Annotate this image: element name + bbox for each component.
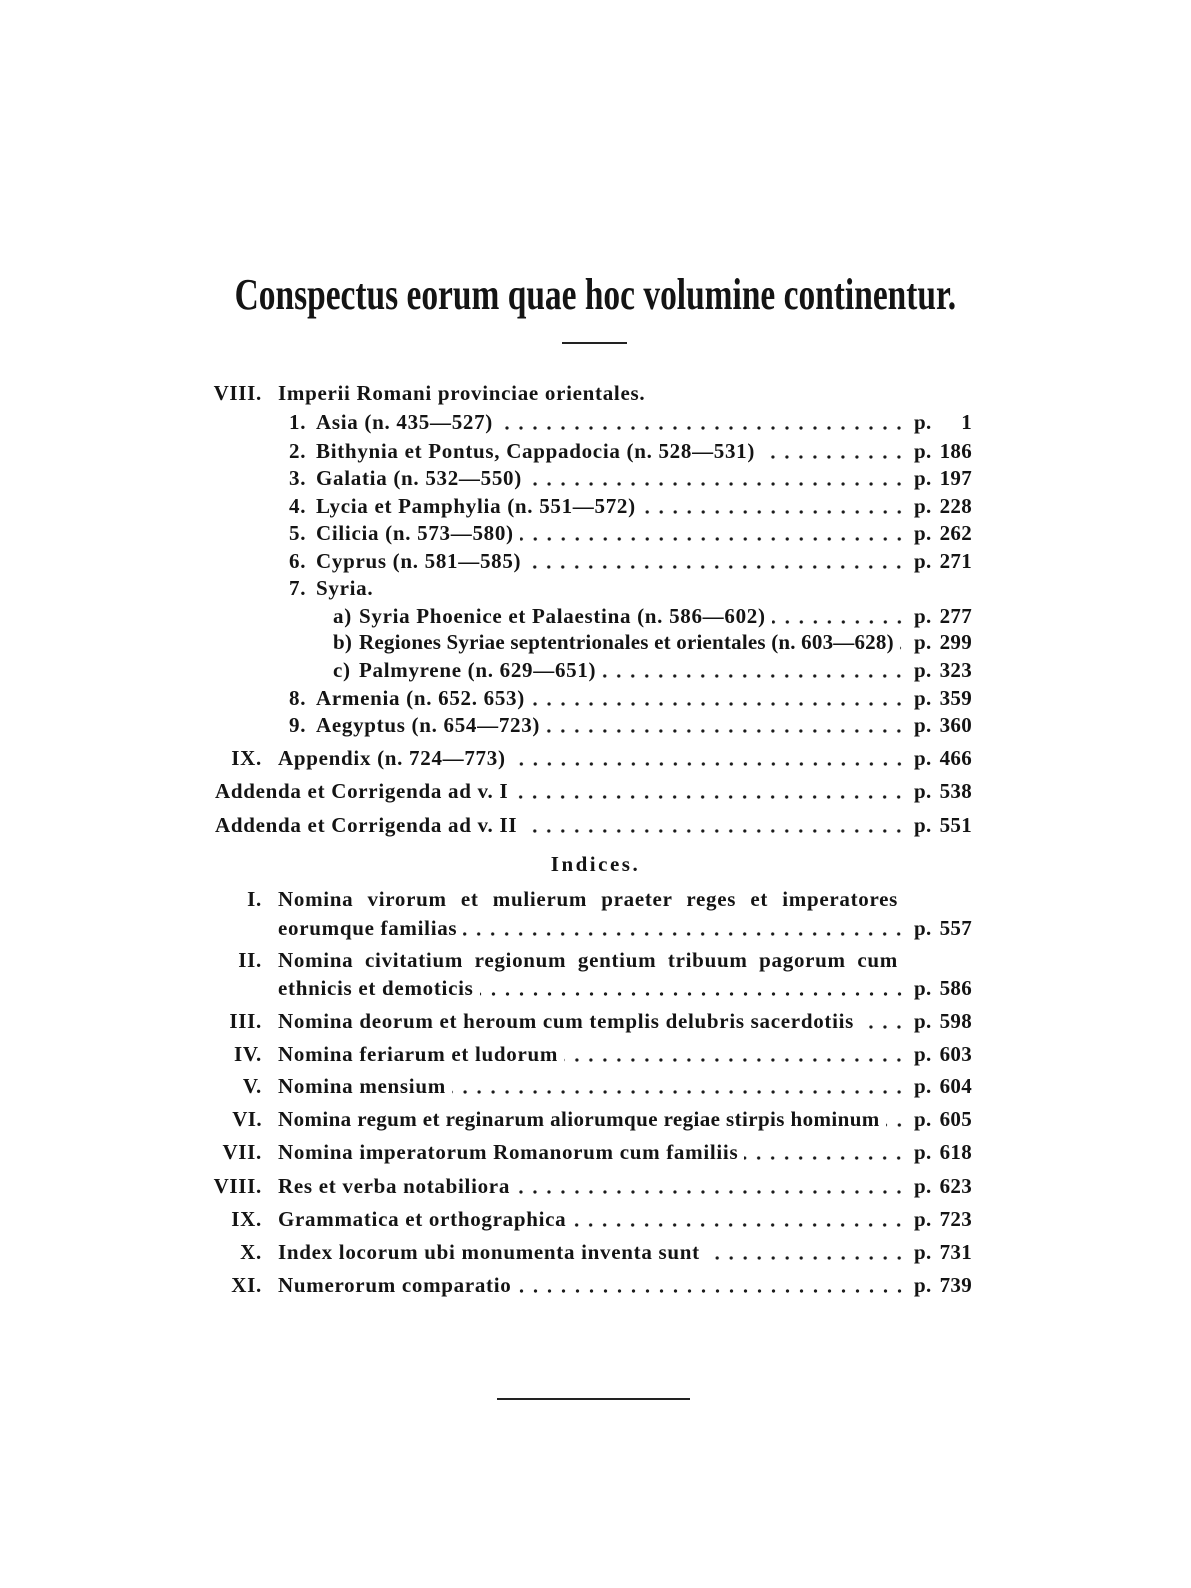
page-number: 228 <box>939 494 972 518</box>
page-number: 323 <box>939 658 972 682</box>
dot-leader <box>602 657 908 683</box>
index-entry <box>200 886 972 912</box>
dot-leader <box>528 465 908 491</box>
entry-label: Asia (n. 435—527) <box>316 410 493 434</box>
page-prefix: p. <box>914 439 932 463</box>
entry-label: Lycia et Pamphylia (n. 551—572) <box>316 494 636 518</box>
page-prefix: p. <box>914 713 932 737</box>
toc-entry <box>200 465 972 491</box>
page-number: 604 <box>939 1074 972 1098</box>
toc-entry-syria <box>200 575 972 601</box>
page-number: 360 <box>939 713 972 737</box>
page-number: 277 <box>939 604 972 628</box>
toc-entry <box>200 493 972 519</box>
page-prefix: p. <box>914 604 932 628</box>
index-label: Numerorum comparatio <box>278 1273 512 1297</box>
section-title: Imperii Romani provinciae orientales. <box>278 381 646 405</box>
index-number: VII. <box>222 1140 262 1164</box>
index-number: IV. <box>234 1042 262 1066</box>
addenda-entry <box>200 778 972 804</box>
index-label: Index locorum ubi monumenta inventa sunt <box>278 1240 700 1264</box>
page-prefix: p. <box>914 976 932 1000</box>
index-number: VI. <box>232 1107 262 1131</box>
index-label: Grammatica et orthographica <box>278 1207 567 1231</box>
entry-number: 5. <box>289 521 307 545</box>
page-prefix: p. <box>914 630 932 654</box>
subentry-letter: a) <box>333 604 352 628</box>
page-ref <box>914 712 972 738</box>
page-prefix: p. <box>914 1273 932 1297</box>
index-entry <box>200 947 972 973</box>
page-prefix: p. <box>914 1140 932 1164</box>
subentry-label: Regiones Syriae septentrionales et orientales (n. 603—628) <box>359 630 894 654</box>
addenda-label: Addenda et Corrigenda ad v. II <box>215 813 518 837</box>
entry-label: Aegyptus (n. 654—723) <box>316 713 541 737</box>
dot-leader <box>744 1139 908 1165</box>
page-prefix: p. <box>914 410 932 434</box>
dot-leader <box>564 1041 908 1067</box>
index-number: VIII. <box>213 1174 262 1198</box>
index-entry <box>200 1272 972 1298</box>
dot-leader <box>531 685 908 711</box>
toc-entry <box>200 409 972 435</box>
index-label-line2: ethnicis et demoticis <box>278 976 474 1000</box>
page-number: 623 <box>939 1174 972 1198</box>
entry-label: Cyprus (n. 581—585) <box>316 549 522 573</box>
section-title: Appendix (n. 724—773) <box>278 746 506 770</box>
subentry-label: Syria Phoenice et Palaestina (n. 586—602) <box>359 604 766 628</box>
toc-entry <box>200 685 972 711</box>
page-prefix: p. <box>914 521 932 545</box>
page-ref <box>914 1106 972 1132</box>
page-ref <box>914 409 972 435</box>
page-prefix: p. <box>914 1240 932 1264</box>
dot-leader <box>761 438 908 464</box>
page-number: 586 <box>939 976 972 1000</box>
entry-number: 1. <box>289 410 307 434</box>
toc-subentry <box>200 657 972 683</box>
dot-leader <box>480 975 909 1001</box>
page-ref <box>914 975 972 1001</box>
page-ref <box>914 1073 972 1099</box>
bottom-rule <box>497 1398 690 1400</box>
page-number: 197 <box>939 466 972 490</box>
index-label: Nomina mensium <box>278 1074 446 1098</box>
entry-number: 4. <box>289 494 307 518</box>
page-prefix: p. <box>914 1042 932 1066</box>
entry-number: 2. <box>289 439 307 463</box>
page-ref <box>914 438 972 464</box>
subentry-letter: c) <box>333 658 351 682</box>
toc-entry <box>200 712 972 738</box>
page-ref <box>914 1239 972 1265</box>
page-number: 1 <box>961 410 972 434</box>
page-number: 618 <box>939 1140 972 1164</box>
dot-leader <box>516 1173 908 1199</box>
entry-number: 6. <box>289 549 307 573</box>
entry-label: Armenia (n. 652. 653) <box>316 686 525 710</box>
index-entry <box>200 1073 972 1099</box>
index-number: II. <box>238 948 262 972</box>
index-entry <box>200 1206 972 1232</box>
dot-leader <box>642 493 908 519</box>
dot-leader <box>860 1008 908 1034</box>
section-provinciae <box>200 380 972 406</box>
page-number: 603 <box>939 1042 972 1066</box>
page-prefix: p. <box>914 746 932 770</box>
page-ref <box>914 745 972 771</box>
page-prefix: p. <box>914 494 932 518</box>
entry-label: Bithynia et Pontus, Cappadocia (n. 528—531) <box>316 439 756 463</box>
page-number: 538 <box>939 779 972 803</box>
page-number: 186 <box>939 439 972 463</box>
index-label: Nomina deorum et heroum cum templis delubris sacerdotiis <box>278 1009 855 1033</box>
page-ref <box>914 1173 972 1199</box>
indices-heading: Indices. <box>550 852 641 876</box>
page-prefix: p. <box>914 1207 932 1231</box>
dot-leader <box>514 778 908 804</box>
toc-entry <box>200 438 972 464</box>
index-number: V. <box>242 1074 262 1098</box>
page-number: 731 <box>939 1240 972 1264</box>
page-ref <box>914 1206 972 1232</box>
index-entry-continuation <box>200 975 972 1001</box>
index-number: IX. <box>231 1207 262 1231</box>
page-number: 262 <box>939 521 972 545</box>
index-label-line1: Nomina virorum et mulierum praeter reges et imperatores <box>278 887 898 911</box>
title-rule <box>562 342 627 344</box>
index-label: Nomina imperatorum Romanorum cum familiis <box>278 1140 739 1164</box>
subentry-label: Palmyrene (n. 629—651) <box>359 658 597 682</box>
page-number: 598 <box>939 1009 972 1033</box>
page-prefix: p. <box>914 779 932 803</box>
subentry-letter: b) <box>333 630 353 654</box>
page-ref <box>914 493 972 519</box>
index-label: Nomina feriarum et ludorum <box>278 1042 559 1066</box>
dot-leader <box>572 1206 908 1232</box>
page-ref <box>914 812 972 838</box>
index-label-line1: Nomina civitatium regionum gentium tribuum pagorum cum <box>278 948 898 972</box>
page-ref <box>914 1008 972 1034</box>
page-prefix: p. <box>914 916 932 940</box>
page-number: 551 <box>939 813 972 837</box>
dot-leader <box>523 812 908 838</box>
index-entry <box>200 1139 972 1165</box>
toc-subentry <box>200 629 972 655</box>
dot-leader <box>900 629 908 655</box>
section-appendix <box>200 745 972 771</box>
page-prefix: p. <box>914 813 932 837</box>
entry-number: 3. <box>289 466 307 490</box>
index-number: III. <box>229 1009 262 1033</box>
addenda-label: Addenda et Corrigenda ad v. I <box>215 779 509 803</box>
index-label: Res et verba notabiliora <box>278 1174 511 1198</box>
page-number: 271 <box>939 549 972 573</box>
page-number: 605 <box>939 1107 972 1131</box>
page-number: 739 <box>939 1273 972 1297</box>
page-ref <box>914 778 972 804</box>
page-prefix: p. <box>914 549 932 573</box>
dot-leader <box>452 1073 908 1099</box>
dot-leader <box>499 409 908 435</box>
page-number: 557 <box>939 916 972 940</box>
section-number: IX. <box>231 746 262 770</box>
index-entry <box>200 1008 972 1034</box>
index-number: XI. <box>231 1273 262 1297</box>
entry-number: 8. <box>289 686 307 710</box>
page-ref <box>914 1139 972 1165</box>
dot-leader <box>706 1239 908 1265</box>
page-prefix: p. <box>914 1009 932 1033</box>
index-label-line2: eorumque familias <box>278 916 458 940</box>
page-ref <box>914 1041 972 1067</box>
index-entry <box>200 1239 972 1265</box>
page-ref <box>914 629 972 655</box>
page-ref <box>914 603 972 629</box>
page-ref <box>914 465 972 491</box>
page-prefix: p. <box>914 1074 932 1098</box>
toc-entry <box>200 548 972 574</box>
dot-leader <box>527 548 908 574</box>
dot-leader <box>463 915 908 941</box>
dot-leader <box>886 1106 908 1132</box>
page-ref <box>914 548 972 574</box>
entry-number: 7. <box>289 576 307 600</box>
entry-label: Cilicia (n. 573—580) <box>316 521 514 545</box>
entry-number: 9. <box>289 713 307 737</box>
index-number: I. <box>247 887 262 911</box>
entry-label: Galatia (n. 532—550) <box>316 466 522 490</box>
page-ref <box>914 520 972 546</box>
page-prefix: p. <box>914 658 932 682</box>
entry-label: Syria. <box>316 576 374 600</box>
page-prefix: p. <box>914 1174 932 1198</box>
page-number: 359 <box>939 686 972 710</box>
index-entry <box>200 1173 972 1199</box>
page-prefix: p. <box>914 686 932 710</box>
dot-leader <box>520 520 908 546</box>
page-number: 299 <box>939 630 972 654</box>
index-number: X. <box>240 1240 262 1264</box>
section-number: VIII. <box>213 381 262 405</box>
dot-leader <box>512 745 908 771</box>
page-prefix: p. <box>914 466 932 490</box>
page-title: Conspectus eorum quae hoc volumine continentur. <box>234 270 957 319</box>
dot-leader <box>772 603 908 629</box>
toc-subentry <box>200 603 972 629</box>
index-label: Nomina regum et reginarum aliorumque regiae stirpis hominum <box>278 1107 880 1131</box>
page-ref <box>914 685 972 711</box>
toc-entry <box>200 520 972 546</box>
page-ref <box>914 1272 972 1298</box>
index-entry <box>200 1106 972 1132</box>
page-number: 723 <box>939 1207 972 1231</box>
dot-leader <box>518 1272 909 1298</box>
page-number: 466 <box>939 746 972 770</box>
index-entry-continuation <box>200 915 972 941</box>
addenda-entry <box>200 812 972 838</box>
page-ref <box>914 657 972 683</box>
page-ref <box>914 915 972 941</box>
index-entry <box>200 1041 972 1067</box>
dot-leader <box>546 712 908 738</box>
page-prefix: p. <box>914 1107 932 1131</box>
